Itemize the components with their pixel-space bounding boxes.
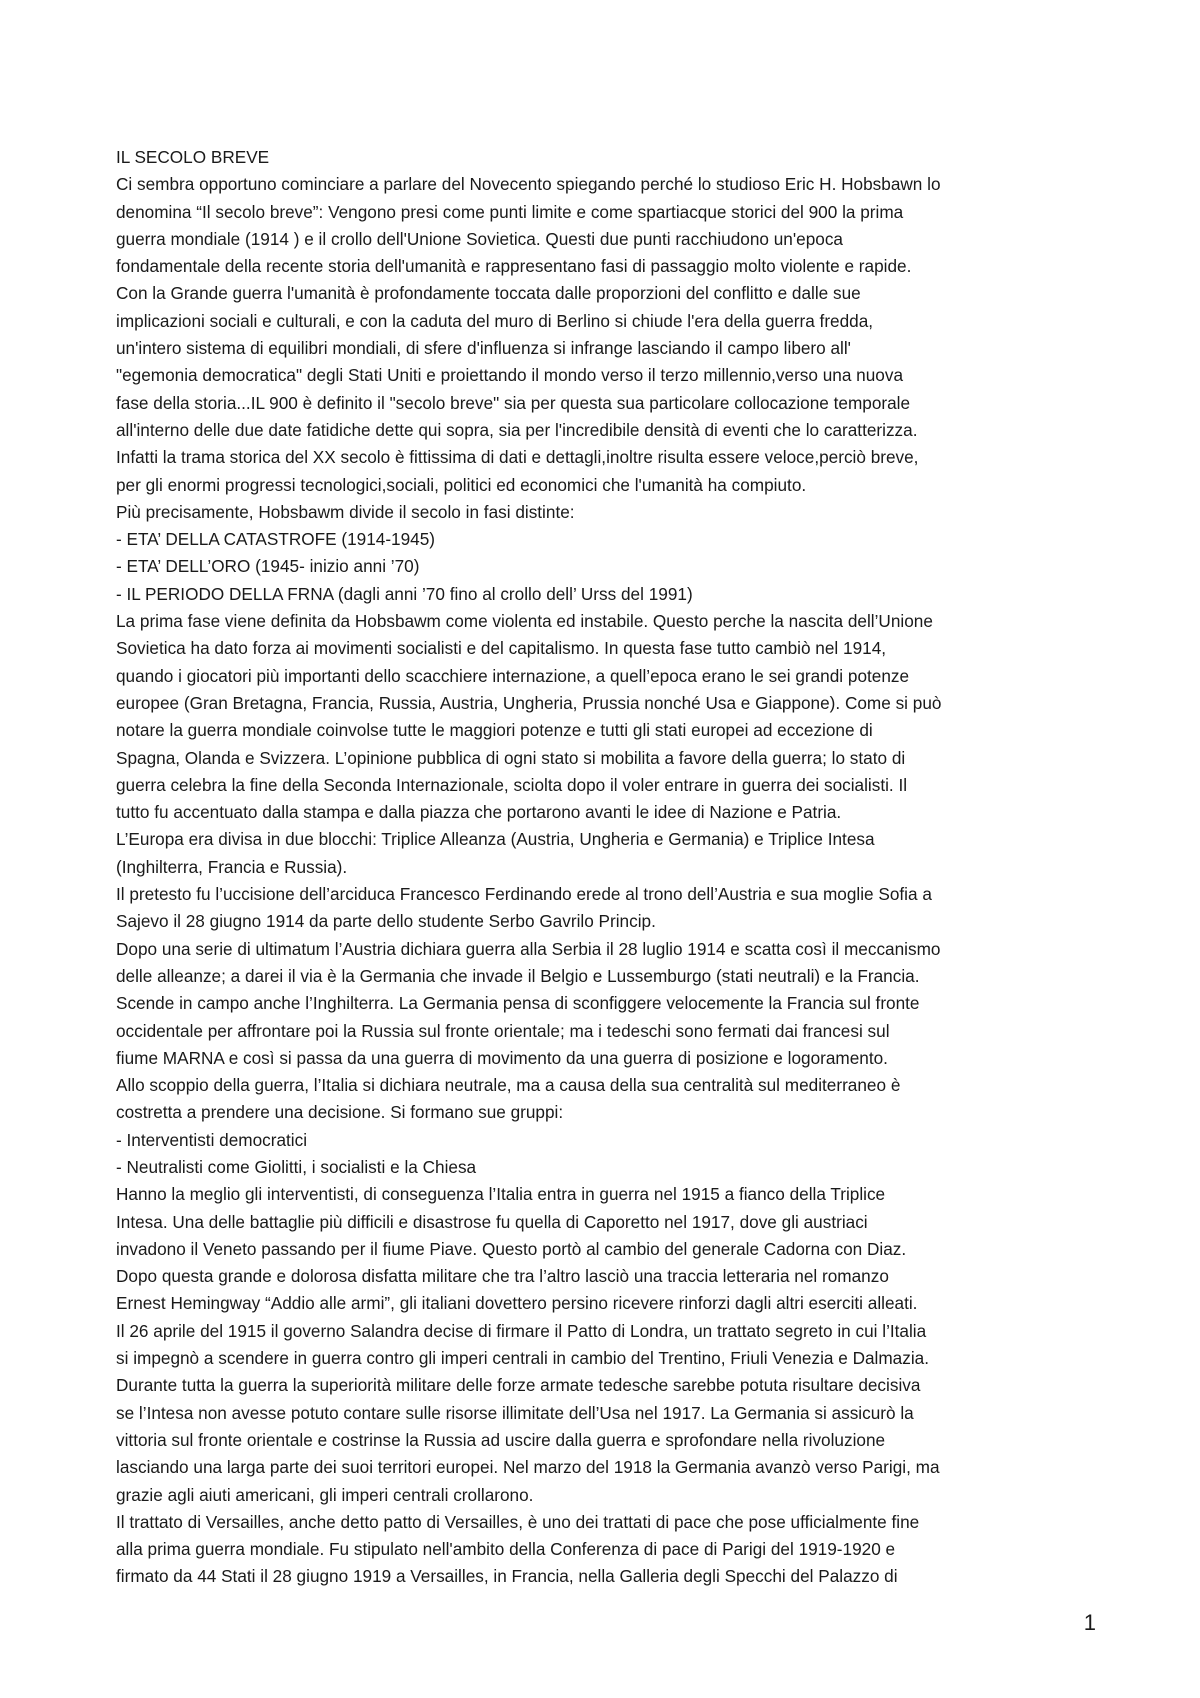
text-line: quando i giocatori più importanti dello scacchiere internazione, a quell’epoca erano le sei grandi potenze	[116, 665, 910, 686]
text-line: delle alleanze; a darei il via è la Germania che invade il Belgio e Lussemburgo (stati neutrali) e la Francia.	[116, 965, 920, 986]
text-line: Allo scoppio della guerra, l’Italia si dichiara neutrale, ma a causa della sua centralità sul mediterraneo è	[116, 1075, 901, 1096]
text-line: Ernest Hemingway “Addio alle armi”, gli italiani dovettero persino ricevere rinforzi dagli altri eserciti alleati.	[116, 1293, 918, 1314]
text-line: si impegnò a scendere in guerra contro gli imperi centrali in cambio del Trentino, Friuli Venezia e Dalmazia.	[116, 1348, 929, 1369]
text-line: Sajevo il 28 giugno 1914 da parte dello studente Serbo Gavrilo Princip.	[116, 911, 656, 932]
text-line: - Interventisti democratici	[116, 1129, 308, 1150]
text-line: L’Europa era divisa in due blocchi: Triplice Alleanza (Austria, Ungheria e Germania) e Triplice Intesa	[116, 829, 875, 850]
text-line: guerra celebra la fine della Seconda Internazionale, sciolta dopo il voler entrare in guerra dei socialisti. Il	[116, 774, 908, 795]
text-line: Più precisamente, Hobsbawm divide il secolo in fasi distinte:	[116, 501, 575, 522]
text-line: La prima fase viene definita da Hobsbawm come violenta ed instabile. Questo perche la nascita dell’Unione	[116, 611, 933, 632]
text-line: "egemonia democratica" degli Stati Uniti e proiettando il mondo verso il terzo millennio,verso una nuova	[116, 365, 904, 386]
text-line: (Inghilterra, Francia e Russia).	[116, 856, 348, 877]
text-line: Infatti la trama storica del XX secolo è fittissima di dati e dettagli,inoltre risulta essere veloce,perciò breve,	[116, 447, 919, 468]
text-line: se l’Intesa non avesse potuto contare sulle risorse illimitate dell’Usa nel 1917. La Germania si assicurò la	[116, 1402, 914, 1423]
text-line: grazie agli aiuti americani, gli imperi centrali crollarono.	[116, 1484, 534, 1505]
page-number: 1	[1083, 1610, 1096, 1635]
text-line: per gli enormi progressi tecnologici,sociali, politici ed economici che l'umanità ha compiuto.	[116, 474, 807, 495]
text-line: europee (Gran Bretagna, Francia, Russia, Austria, Ungheria, Prussia nonché Usa e Giappone). Come si può	[116, 692, 942, 713]
text-line: Il 26 aprile del 1915 il governo Salandra decise di firmare il Patto di Londra, un trattato segreto in cui l’Italia	[116, 1320, 927, 1341]
text-line: - ETA’ DELLA CATASTROFE (1914-1945)	[116, 529, 436, 550]
text-line: Scende in campo anche l’Inghilterra. La Germania pensa di sconfiggere velocemente la Francia sul fronte	[116, 993, 920, 1014]
document-body	[116, 144, 1096, 1591]
text-line: Intesa. Una delle battaglie più difficili e disastrose fu quella di Caporetto nel 1917, dove gli austriaci	[116, 1211, 868, 1232]
text-line: Dopo questa grande e dolorosa disfatta militare che tra l’altro lasciò una traccia letteraria nel romanzo	[116, 1266, 889, 1287]
text-line: guerra mondiale (1914 ) e il crollo dell'Unione Sovietica. Questi due punti racchiudono un'epoca	[116, 228, 843, 249]
text-line: all'interno delle due date fatidiche dette qui sopra, sia per l'incredibile densità di eventi che lo caratterizza.	[116, 419, 918, 440]
text-line: tutto fu accentuato dalla stampa e dalla piazza che portarono avanti le idee di Nazione e Patria.	[116, 802, 842, 823]
text-line: Il trattato di Versailles, anche detto patto di Versailles, è uno dei trattati di pace che pose ufficialmente fine	[116, 1511, 920, 1532]
text-line: fase della storia...IL 900 è definito il "secolo breve" sia per questa sua particolare collocazione temporale	[116, 392, 911, 413]
text-line: - IL PERIODO DELLA FRNA (dagli anni ’70 fino al crollo dell’ Urss del 1991)	[116, 583, 693, 604]
text-line: Spagna, Olanda e Svizzera. L’opinione pubblica di ogni stato si mobilita a favore della guerra; lo stato di	[116, 747, 906, 768]
text-line: lasciando una larga parte dei suoi territori europei. Nel marzo del 1918 la Germania avanzò verso Parigi, ma	[116, 1457, 940, 1478]
text-line: firmato da 44 Stati il 28 giugno 1919 a Versailles, in Francia, nella Galleria degli Specchi del Palazzo di	[116, 1566, 898, 1587]
text-line: Durante tutta la guerra la superiorità militare delle forze armate tedesche sarebbe potuta risultare decisiva	[116, 1375, 921, 1396]
text-line: fondamentale della recente storia dell'umanità e rappresentano fasi di passaggio molto violente e rapide.	[116, 256, 912, 277]
text-line: vittoria sul fronte orientale e costrinse la Russia ad uscire dalla guerra e sprofondare nella rivoluzione	[116, 1429, 886, 1450]
text-line: denomina “Il secolo breve”: Vengono presi come punti limite e come spartiacque storici del 900 la prima	[116, 201, 904, 222]
text-line: Hanno la meglio gli interventisti, di conseguenza l’Italia entra in guerra nel 1915 a fianco della Triplice	[116, 1184, 886, 1205]
text-line: alla prima guerra mondiale. Fu stipulato nell'ambito della Conferenza di pace di Parigi del 1919-1920 e	[116, 1539, 896, 1560]
text-line: Dopo una serie di ultimatum l’Austria dichiara guerra alla Serbia il 28 luglio 1914 e scatta così il meccanismo	[116, 938, 941, 959]
text-line: fiume MARNA e così si passa da una guerra di movimento da una guerra di posizione e logoramento.	[116, 1047, 888, 1068]
text-line: invadono il Veneto passando per il fiume Piave. Questo portò al cambio del generale Cadorna con Diaz.	[116, 1238, 907, 1259]
text-line: Sovietica ha dato forza ai movimenti socialisti e del capitalismo. In questa fase tutto cambiò nel 1914,	[116, 638, 887, 659]
text-line: un'intero sistema di equilibri mondiali, di sfere d'influenza si infrange lasciando il campo libero all'	[116, 338, 851, 359]
text-line: occidentale per affrontare poi la Russia sul fronte orientale; ma i tedeschi sono fermati dai francesi sul	[116, 1020, 890, 1041]
text-line: implicazioni sociali e culturali, e con la caduta del muro di Berlino si chiude l'era della guerra fredda,	[116, 310, 874, 331]
text-line: Il pretesto fu l’uccisione dell’arciduca Francesco Ferdinando erede al trono dell’Austria e sua moglie Sofia a	[116, 884, 932, 905]
text-line: costretta a prendere una decisione. Si formano sue gruppi:	[116, 1102, 564, 1123]
text-line: notare la guerra mondiale coinvolse tutte le maggiori potenze e tutti gli stati europei ad eccezione di	[116, 720, 873, 741]
text-line: - ETA’ DELL’ORO (1945- inizio anni ’70)	[116, 556, 420, 577]
document-title: IL SECOLO BREVE	[116, 147, 270, 167]
text-line: - Neutralisti come Giolitti, i socialisti e la Chiesa	[116, 1156, 477, 1177]
text-line: Ci sembra opportuno cominciare a parlare del Novecento spiegando perché lo studioso Eric H. Hobsbawn lo	[116, 174, 941, 195]
text-line: Con la Grande guerra l'umanità è profondamente toccata dalle proporzioni del conflitto e dalle sue	[116, 283, 861, 304]
